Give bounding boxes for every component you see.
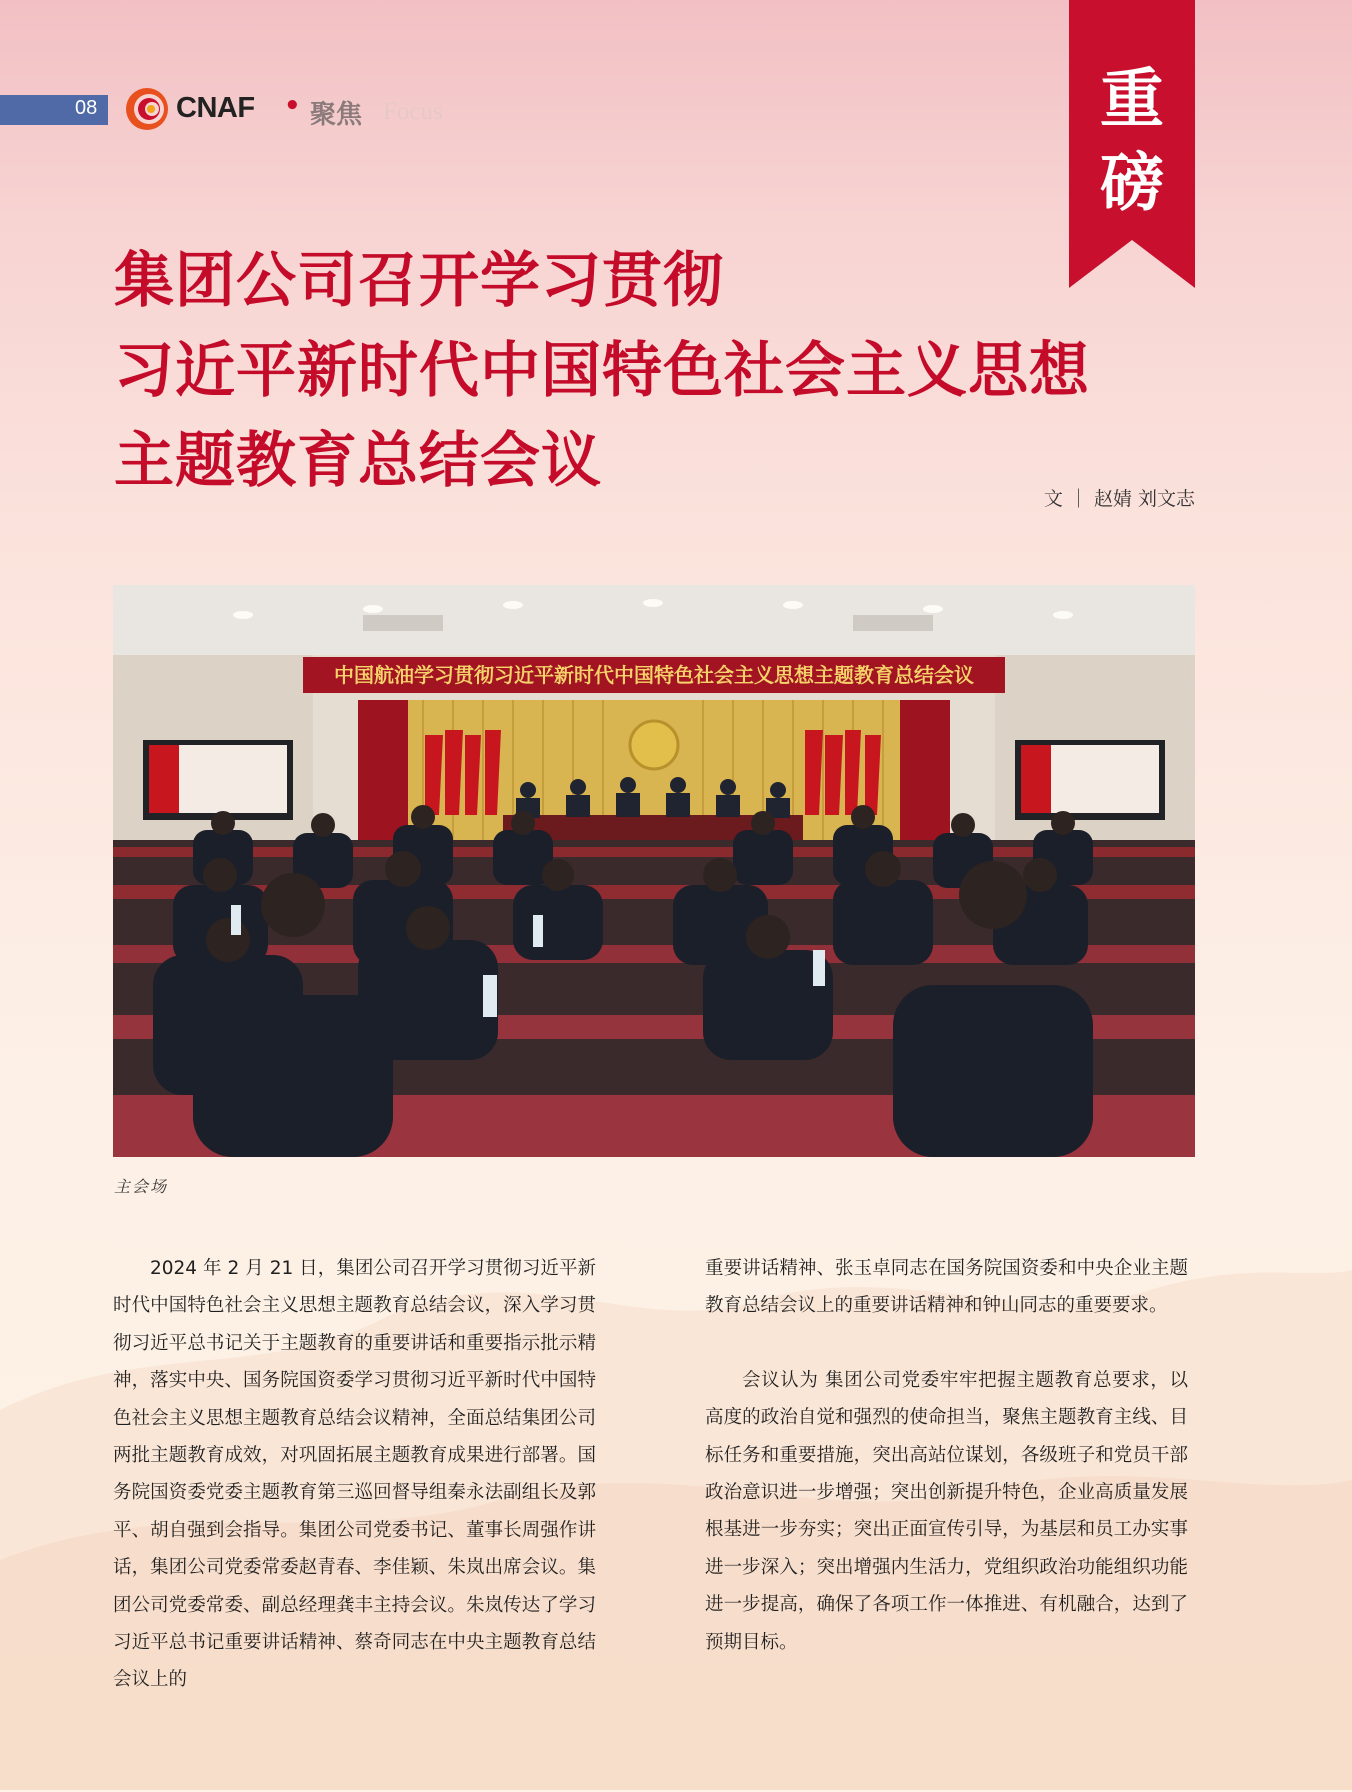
page-number: 08 — [75, 97, 98, 119]
paragraph: 重要讲话精神、张玉卓同志在国务院国资委和中央企业主题教育总结会议上的重要讲话精神和钟山同志的重要要求。 — [705, 1258, 1188, 1317]
title-line-2: 习近平新时代中国特色社会主义思想 — [114, 336, 1090, 406]
section-name-en: Focus — [383, 98, 443, 125]
title-line-1: 集团公司召开学习贯彻 — [114, 246, 724, 316]
byline: 文 ｜ 赵婧 刘文志 — [1043, 488, 1195, 510]
cnaf-logo-icon — [124, 86, 170, 132]
section-name-cn: 聚焦 — [310, 100, 363, 130]
ribbon-label-line1: 重 — [1100, 63, 1164, 137]
brand-name: CNAF — [176, 92, 255, 124]
brand-separator: • — [284, 91, 301, 121]
photo-banner-text: 中国航油学习贯彻习近平新时代中国特色社会主义思想主题教育总结会议 — [334, 663, 974, 687]
photo-caption: 主会场 — [114, 1177, 169, 1196]
meeting-photo — [113, 585, 1195, 1157]
paragraph: 2024 年 2 月 21 日，集团公司召开学习贯彻习近平新时代中国特色社会主义思想主题教育总结会议，深入学习贯彻习近平总书记关于主题教育的重要讲话和重要指示批示精神，落实中央、国务院国资委学习贯彻习近平新时代中国特色社会主义思想主题教育总结会议精神，全面总结集团公司两批主题教育成效，对巩固拓展主题教育成果进行部署。国务院国资委党委主题教育第三巡回督导组秦永法副组长及郭平、胡自强到会指导。集团公司党委书记、董事长周强作讲话，集团公司党委常委赵青春、李佳颖、朱岚出席会议。集团公司党委常委、副总经理龚丰主持会议。朱岚传达了学习习近平总书记重要讲话精神、蔡奇同志在中央主题教育总结会议上的 — [113, 1258, 596, 1691]
article-column-right — [705, 1250, 1188, 1661]
article-column-left — [113, 1250, 596, 1699]
title-line-3: 主题教育总结会议 — [114, 426, 602, 496]
ribbon-label — [1069, 58, 1195, 226]
article-title — [114, 236, 1214, 506]
ribbon-label-line2: 磅 — [1100, 147, 1164, 221]
paragraph: 会议认为 集团公司党委牢牢把握主题教育总要求，以高度的政治自觉和强烈的使命担当，聚焦主题教育主线、目标任务和重要措施，突出高站位谋划，各级班子和党员干部政治意识进一步增强；突出创新提升特色，企业高质量发展根基进一步夯实；突出正面宣传引导，为基层和员工办实事进一步深入；突出增强内生活力，党组织政治功能组织功能进一步提高，确保了各项工作一体推进、有机融合，达到了预期目标。 — [705, 1369, 1188, 1653]
